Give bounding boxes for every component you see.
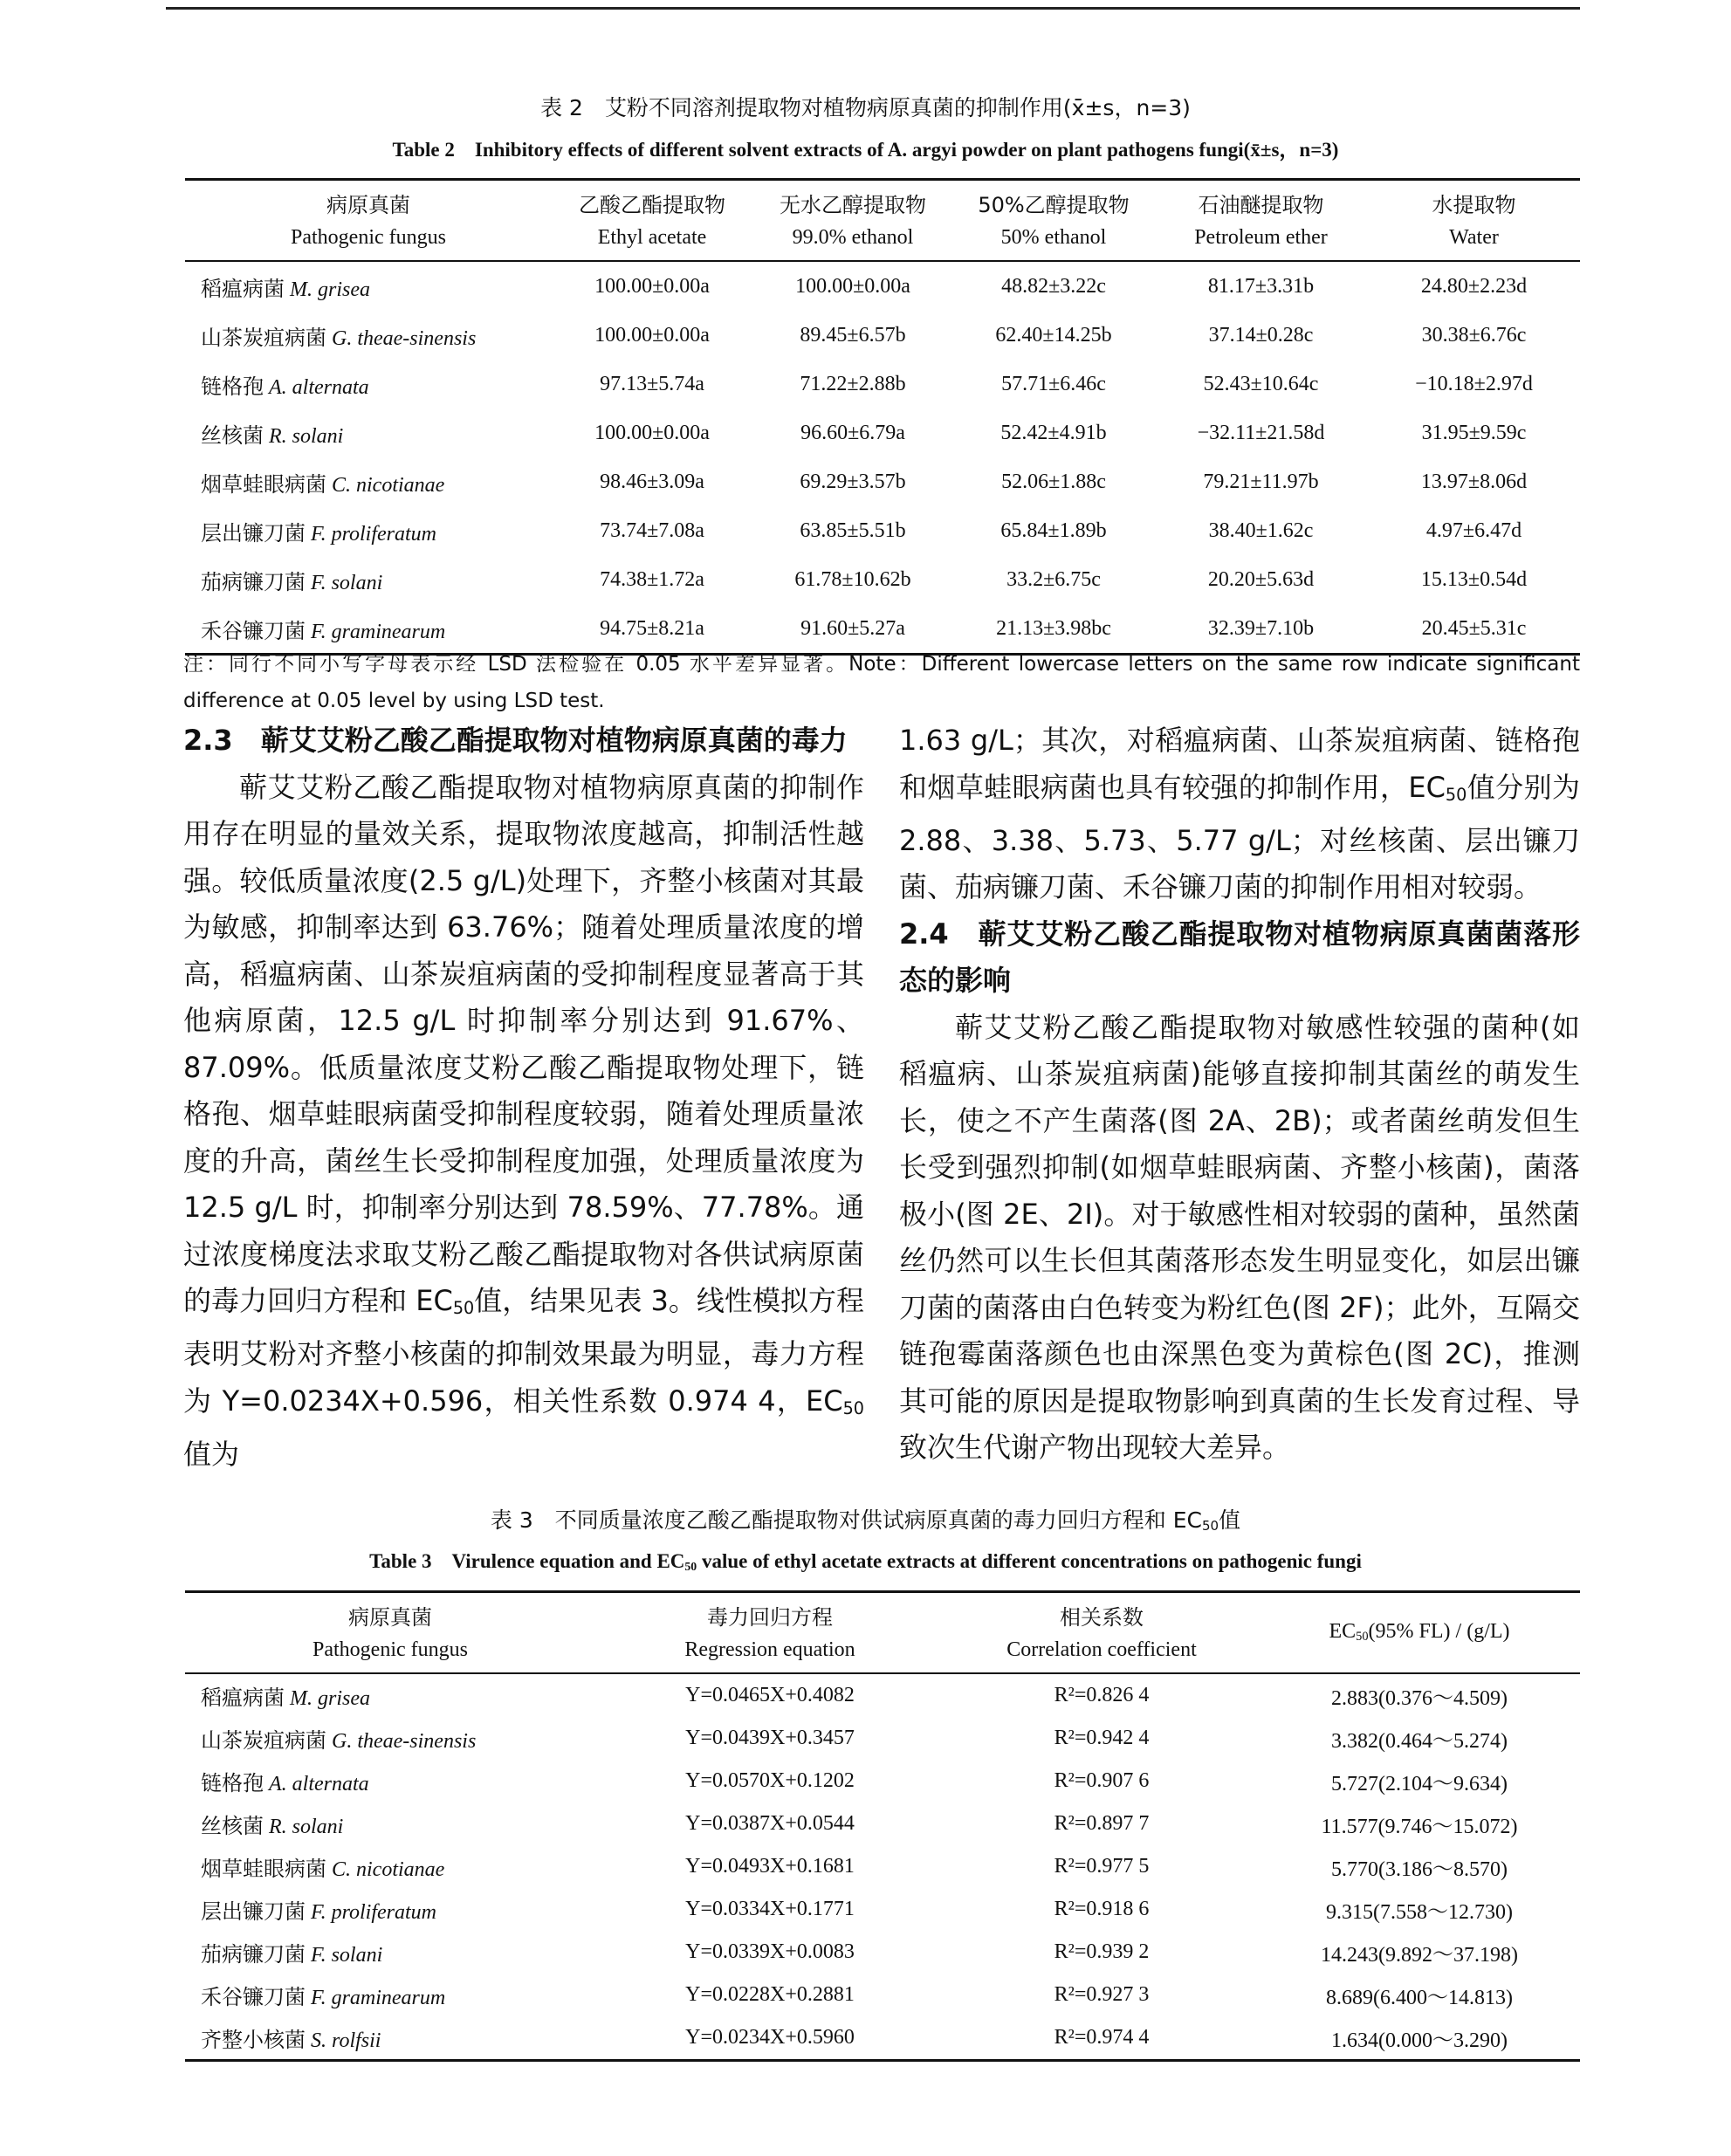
fungus-cn: 齐整小核菌 <box>201 2028 306 2052</box>
table-row <box>185 1845 1580 1888</box>
fungus-name <box>185 360 552 409</box>
fungus-latin: F. graminearum <box>311 1987 446 2009</box>
ec50-value: 1.634(0.000～3.290) <box>1331 2029 1508 2052</box>
section-2-4-heading: 2.4 蕲艾艾粉乙酸乙酯提取物对植物病原真菌菌落形态的影响 <box>899 917 1580 998</box>
regression-equation: Y=0.0339X+0.0083 <box>685 1940 855 1963</box>
caption-text: Table 3 Virulence equation and EC <box>369 1550 685 1572</box>
ec50-value: 8.689(6.400～14.813) <box>1326 1987 1513 2009</box>
paragraph-text: 蕲艾艾粉乙酸乙酯提取物对植物病原真菌的抑制作用存在明显的量效关系，提取物浓度越高，抑制活性越强。较低质量浓度(2.5 g/L)处理下，齐整小核菌对其最为敏感，抑制率达到 63.76%；随着处理质量浓度的增高，稻瘟病菌、山茶炭疽病菌的受抑制程度显著高于其他病原菌，12.5 g/L 时抑制率分别达到 91.67%、87.09%。低质量浓度艾粉乙酸乙酯提取物处理下，链格孢、烟草蛙眼病菌受抑制程度较弱，随着处理质量浓度的升高，菌丝生长受抑制程度加强，处理质量浓度为 12.5 g/L 时，抑制率分别达到 78.59%、77.78%。通过浓度梯度法求取艾粉乙酸乙酯提取物对各供试病原菌的毒力回归方程和 EC <box>183 770 864 1317</box>
table-row <box>185 1974 1580 2016</box>
caption-text: 值 <box>1219 1507 1241 1533</box>
header-en: EC <box>1329 1619 1357 1643</box>
section-2-4-paragraph: 蕲艾艾粉乙酸乙酯提取物对敏感性较强的菌种(如稻瘟病、山茶炭疽病菌)能够直接抑制其菌丝的萌发生长，使之不产生菌落(图 2A、2B)；或者菌丝萌发但生长受到强烈抑制(如烟草蛙眼病菌、齐整小核菌)，菌落极小(图 2E、2I)。对于敏感性相对较弱的菌种，虽然菌丝仍然可以生长但其菌落形态发生明显变化，如层出镰刀菌的菌落由白色转变为粉红色(图 2F)；此外，互隔交链孢霉菌落颜色也由深黑色变为黄棕色(图 2C)，推测其可能的原因是提取物影响到真菌的生长发育过程、导致次生代谢产物出现较大差异。 <box>899 1010 1580 1465</box>
header-cn: 水提取物 <box>1432 193 1516 217</box>
header-cn: 相关系数 <box>1060 1605 1144 1630</box>
inhibition-value: −32.11±21.58d <box>1197 421 1325 444</box>
table-row <box>185 1673 1580 1717</box>
fungus-cn: 茄病镰刀菌 <box>201 569 306 594</box>
inhibition-value: 97.13±5.74a <box>600 372 704 395</box>
fungus-cn: 山茶炭疽病菌 <box>201 1728 326 1753</box>
fungus-latin: F. proliferatum <box>311 522 437 546</box>
table-row <box>185 311 1580 360</box>
fungus-cn: 烟草蛙眼病菌 <box>201 1857 326 1881</box>
fungus-cn: 禾谷镰刀菌 <box>201 618 306 643</box>
paragraph-text: 1.63 g/L；其次，对稻瘟病菌、山茶炭疽病菌、链格孢和烟草蛙眼病菌也具有较强的抑制作用，EC <box>899 724 1580 804</box>
header-en: (95% FL) / (g/L) <box>1368 1619 1510 1643</box>
fungus-name <box>185 1802 595 1845</box>
table-row <box>185 1802 1580 1845</box>
table-row <box>185 506 1580 555</box>
table3-header-fungus <box>185 1592 595 1674</box>
header-en: Water <box>1449 226 1499 249</box>
table2-header-ethanol-99 <box>752 180 953 262</box>
table-row <box>185 1717 1580 1760</box>
table3-header-row <box>185 1592 1580 1674</box>
inhibition-value: 15.13±0.54d <box>1420 567 1528 591</box>
header-en: 50% ethanol <box>1000 226 1107 249</box>
table3-header-equation <box>595 1592 944 1674</box>
inhibition-value: −10.18±2.97d <box>1415 372 1533 395</box>
correlation-coefficient: R²=0.974 4 <box>1054 2026 1150 2049</box>
inhibition-value: 81.17±3.31b <box>1207 274 1315 298</box>
correlation-coefficient: R²=0.826 4 <box>1054 1684 1150 1706</box>
ec50-value: 5.727(2.104～9.634) <box>1331 1773 1508 1796</box>
header-cn: 石油醚提取物 <box>1198 193 1324 217</box>
regression-equation: Y=0.0439X+0.3457 <box>685 1727 855 1749</box>
regression-equation: Y=0.0493X+0.1681 <box>685 1855 855 1878</box>
correlation-coefficient: R²=0.939 2 <box>1054 1940 1150 1963</box>
inhibition-value: 20.20±5.63d <box>1207 567 1315 591</box>
table-row <box>185 555 1580 604</box>
inhibition-value: 4.97±6.47d <box>1425 518 1522 542</box>
table3-caption-cn <box>0 1503 1731 1535</box>
ec50-value: 11.577(9.746～15.072) <box>1321 1816 1518 1838</box>
ec-subscript: 50 <box>842 1397 864 1418</box>
correlation-coefficient: R²=0.897 7 <box>1054 1812 1150 1835</box>
inhibition-value: 100.00±0.00a <box>594 421 710 444</box>
inhibition-value: 98.46±3.09a <box>600 470 704 493</box>
inhibition-value: 69.29±3.57b <box>800 470 906 493</box>
table-row <box>185 1931 1580 1974</box>
inhibition-value: 65.84±1.89b <box>1000 518 1107 542</box>
inhibition-value: 38.40±1.62c <box>1208 518 1314 542</box>
regression-equation: Y=0.0465X+0.4082 <box>685 1684 855 1706</box>
ec50-value: 9.315(7.558～12.730) <box>1326 1901 1513 1924</box>
table2-header-row <box>185 180 1580 262</box>
inhibition-value: 13.97±8.06d <box>1420 470 1528 493</box>
inhibition-value: 61.78±10.62b <box>794 567 911 591</box>
correlation-coefficient: R²=0.907 6 <box>1054 1769 1150 1792</box>
fungus-latin: G. theae-sinensis <box>332 326 477 350</box>
fungus-cn: 烟草蛙眼病菌 <box>201 471 326 497</box>
correlation-coefficient: R²=0.942 4 <box>1054 1727 1150 1749</box>
fungus-latin: M. grisea <box>290 1687 370 1710</box>
table3 <box>185 1590 1580 2062</box>
fungus-latin: A. alternata <box>269 1773 369 1796</box>
inhibition-value: 100.00±0.00a <box>594 323 710 347</box>
fungus-latin: R. solani <box>269 1816 344 1838</box>
fungus-name <box>185 506 552 555</box>
table2-header-ethanol-50 <box>953 180 1154 262</box>
inhibition-value: 37.14±0.28c <box>1208 323 1314 347</box>
table2-header-petroleum-ether <box>1154 180 1368 262</box>
fungus-latin: S. rolfsii <box>311 2029 381 2052</box>
inhibition-value: 96.60±6.79a <box>800 421 905 444</box>
section-2-3-paragraph <box>183 765 864 1479</box>
inhibition-value: 71.22±2.88b <box>800 372 906 395</box>
fungus-latin: M. grisea <box>290 278 370 301</box>
caption-text: value of ethyl acetate extracts at different concentrations on pathogenic fungi <box>697 1550 1362 1572</box>
table-row <box>185 2016 1580 2061</box>
ec50-value: 3.382(0.464～5.274) <box>1331 1730 1508 1753</box>
inhibition-value: 100.00±0.00a <box>795 274 910 298</box>
header-cn: 病原真菌 <box>348 1605 432 1630</box>
inhibition-value: 21.13±3.98bc <box>996 616 1111 640</box>
fungus-cn: 丝核菌 <box>201 422 264 448</box>
inhibition-value: 89.45±6.57b <box>800 323 906 347</box>
header-en: 99.0% ethanol <box>792 226 914 249</box>
table-row <box>185 1760 1580 1802</box>
inhibition-value: 48.82±3.22c <box>1001 274 1106 298</box>
header-rule <box>166 7 1580 10</box>
fungus-name <box>185 1717 595 1760</box>
paragraph-text: 值，结果见表 3。线性模拟方程表明艾粉对齐整小核菌的抑制效果最为明显，毒力方程为 Y=0.0234X+0.596，相关性系数 0.974 4，EC <box>183 1284 864 1418</box>
right-column <box>899 718 1580 1472</box>
inhibition-value: 24.80±2.23d <box>1420 274 1528 298</box>
inhibition-value: 62.40±14.25b <box>995 323 1112 347</box>
fungus-cn: 层出镰刀菌 <box>201 1899 306 1924</box>
inhibition-value: 79.21±11.97b <box>1203 470 1319 493</box>
ec50-value: 14.243(9.892～37.198) <box>1321 1944 1518 1967</box>
fungus-cn: 禾谷镰刀菌 <box>201 1985 306 2009</box>
inhibition-value: 31.95±9.59c <box>1421 421 1527 444</box>
table-row <box>185 1888 1580 1931</box>
regression-equation: Y=0.0234X+0.5960 <box>685 2026 855 2049</box>
ec-subscript: 50 <box>1445 784 1467 805</box>
inhibition-value: 32.39±7.10b <box>1207 616 1315 640</box>
section-2-3-heading: 2.3 蕲艾艾粉乙酸乙酯提取物对植物病原真菌的毒力 <box>183 724 848 757</box>
ec-subscript: 50 <box>1201 1518 1219 1534</box>
ec-subscript: 50 <box>684 1559 697 1573</box>
fungus-cn: 丝核菌 <box>201 1814 264 1838</box>
fungus-latin: F. graminearum <box>311 620 446 643</box>
regression-equation: Y=0.0387X+0.0544 <box>685 1812 855 1835</box>
inhibition-value: 52.06±1.88c <box>1001 470 1106 493</box>
inhibition-value: 57.71±6.46c <box>1001 372 1106 395</box>
paragraph-text: 值为 <box>183 1438 240 1472</box>
inhibition-value: 52.43±10.64c <box>1203 372 1319 395</box>
fungus-name <box>185 1760 595 1802</box>
fungus-latin: C. nicotianae <box>332 473 445 497</box>
table2-caption-en: Table 2 Inhibitory effects of different solvent extracts of A. argyi powder on plant pathogens fungi(x̄±s，n=3) <box>392 139 1339 161</box>
fungus-name <box>185 1931 595 1974</box>
correlation-coefficient: R²=0.977 5 <box>1054 1855 1150 1878</box>
fungus-name <box>185 2016 595 2061</box>
table2-header-fungus <box>185 180 552 262</box>
regression-equation: Y=0.0228X+0.2881 <box>685 1983 855 2006</box>
table-row <box>185 360 1580 409</box>
header-cn: 乙酸乙酯提取物 <box>579 193 725 217</box>
fungus-name <box>185 1974 595 2016</box>
regression-equation: Y=0.0570X+0.1202 <box>685 1769 855 1792</box>
fungus-name <box>185 1673 595 1717</box>
ec50-value: 5.770(3.186～8.570) <box>1331 1858 1508 1881</box>
paragraph-text: 值分别为 2.88、3.38、5.73、5.77 g/L；对丝核菌、层出镰刀菌、茄病镰刀菌、禾谷镰刀菌的抑制作用相对较弱。 <box>899 770 1580 904</box>
inhibition-value: 100.00±0.00a <box>594 274 710 298</box>
table3-body <box>185 1673 1580 2061</box>
fungus-cn: 山茶炭疽病菌 <box>201 325 326 350</box>
fungus-latin: C. nicotianae <box>332 1858 445 1881</box>
correlation-coefficient: R²=0.927 3 <box>1054 1983 1150 2006</box>
fungus-name <box>185 311 552 360</box>
inhibition-value: 52.42±4.91b <box>1000 421 1107 444</box>
fungus-latin: A. alternata <box>269 375 369 399</box>
fungus-cn: 茄病镰刀菌 <box>201 1942 306 1967</box>
fungus-name <box>185 457 552 506</box>
table2-header-water <box>1368 180 1580 262</box>
inhibition-value: 94.75±8.21a <box>600 616 704 640</box>
header-en: Pathogenic fungus <box>291 226 446 249</box>
caption-text: 表 3 不同质量浓度乙酸乙酯提取物对供试病原真菌的毒力回归方程和 EC <box>490 1507 1202 1533</box>
regression-equation: Y=0.0334X+0.1771 <box>685 1898 855 1920</box>
section-2-3-continued <box>899 718 1580 911</box>
table-row <box>185 261 1580 311</box>
fungus-name <box>185 1888 595 1931</box>
header-en: Ethyl acetate <box>597 226 707 249</box>
table2-caption-cn: 表 2 艾粉不同溶剂提取物对植物病原真菌的抑制作用(x̄±s，n=3) <box>540 95 1191 120</box>
fungus-cn: 稻瘟病菌 <box>201 1686 285 1710</box>
correlation-coefficient: R²=0.918 6 <box>1054 1898 1150 1920</box>
header-en: Regression equation <box>684 1638 855 1661</box>
fungus-latin: F. solani <box>311 1944 383 1967</box>
header-cn: 毒力回归方程 <box>707 1605 833 1630</box>
table2-body <box>185 261 1580 655</box>
fungus-latin: G. theae-sinensis <box>332 1730 477 1753</box>
table-row <box>185 457 1580 506</box>
fungus-name <box>185 555 552 604</box>
fungus-latin: R. solani <box>269 424 344 448</box>
table2-header-ethyl-acetate <box>552 180 752 262</box>
header-en: Correlation coefficient <box>1006 1638 1197 1661</box>
inhibition-value: 63.85±5.51b <box>800 518 906 542</box>
inhibition-value: 30.38±6.76c <box>1421 323 1527 347</box>
table2-note: 注：同行不同小写字母表示经 LSD 法检验在 0.05 水平差异显著。Note：Different lowercase letters on the same row indicate significant difference at 0.05 level by using LSD test. <box>183 653 1580 712</box>
fungus-cn: 稻瘟病菌 <box>201 276 285 301</box>
ec50-value: 2.883(0.376～4.509) <box>1331 1687 1508 1710</box>
inhibition-value: 33.2±6.75c <box>1006 567 1101 591</box>
fungus-name <box>185 409 552 457</box>
fungus-name <box>185 1845 595 1888</box>
table3-header-ec50 <box>1259 1592 1580 1674</box>
inhibition-value: 74.38±1.72a <box>600 567 704 591</box>
header-cn: 50%乙醇提取物 <box>978 193 1130 217</box>
inhibition-value: 73.74±7.08a <box>600 518 704 542</box>
fungus-cn: 链格孢 <box>201 374 264 399</box>
table2 <box>185 178 1580 656</box>
fungus-cn: 链格孢 <box>201 1771 264 1796</box>
inhibition-value: 20.45±5.31c <box>1421 616 1527 640</box>
table3-header-correlation <box>944 1592 1259 1674</box>
ec-subscript: 50 <box>1356 1629 1369 1644</box>
table3-caption-en <box>0 1545 1731 1574</box>
left-column <box>183 718 864 1479</box>
fungus-latin: F. solani <box>311 571 383 594</box>
fungus-latin: F. proliferatum <box>311 1901 437 1924</box>
header-en: Pathogenic fungus <box>313 1638 468 1661</box>
ec-subscript: 50 <box>452 1297 475 1318</box>
header-en: Petroleum ether <box>1194 226 1328 249</box>
fungus-cn: 层出镰刀菌 <box>201 520 306 546</box>
inhibition-value: 91.60±5.27a <box>800 616 905 640</box>
header-cn: 病原真菌 <box>326 193 410 217</box>
header-cn: 无水乙醇提取物 <box>780 193 926 217</box>
fungus-name <box>185 261 552 311</box>
table-row <box>185 409 1580 457</box>
